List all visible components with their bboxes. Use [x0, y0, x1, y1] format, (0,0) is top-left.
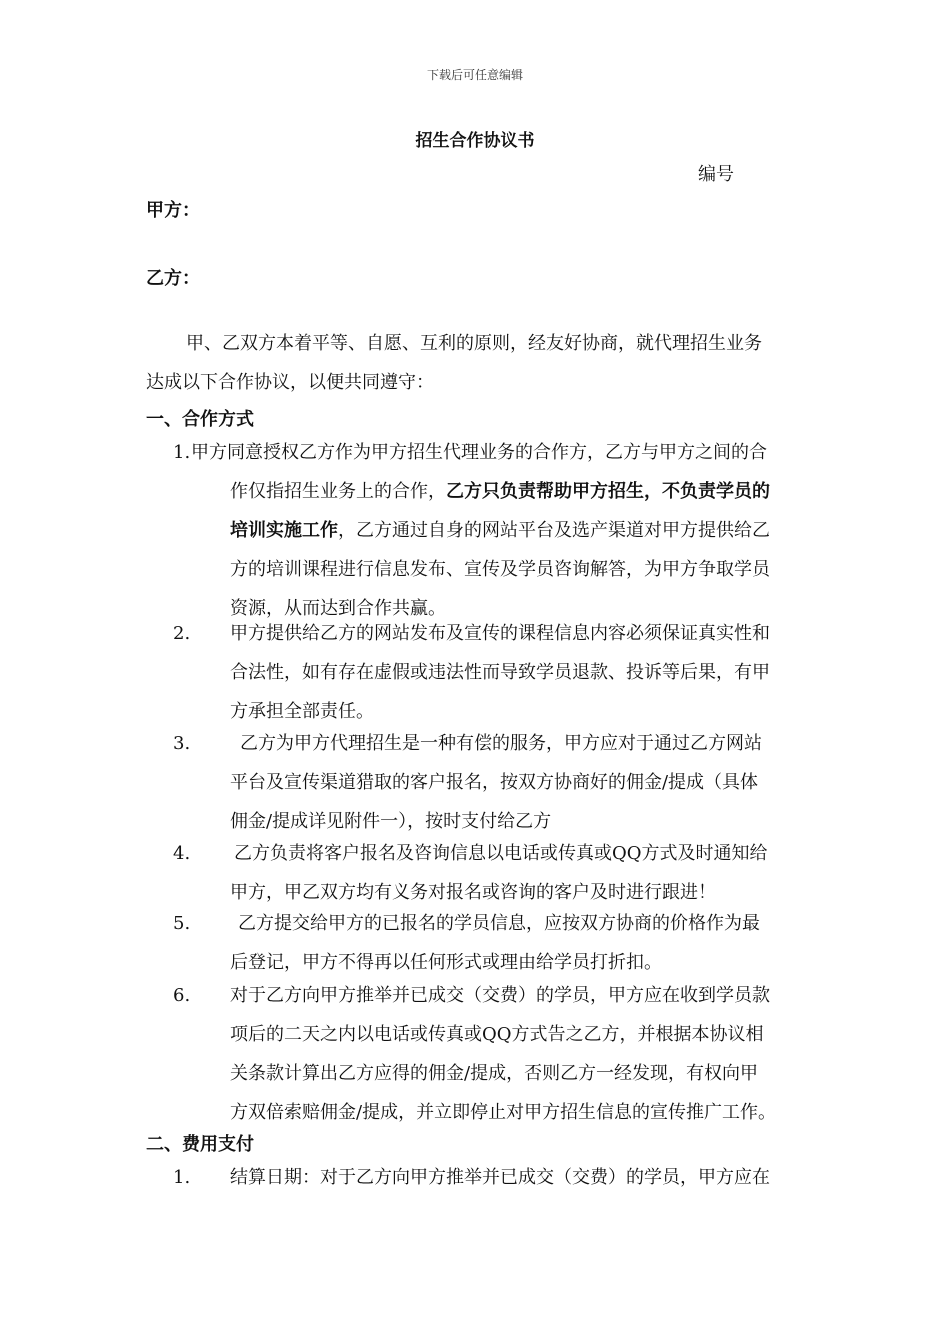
- item-number: 4.: [173, 843, 191, 864]
- document-title: 招生合作协议书: [415, 131, 535, 151]
- item-number: 3.: [173, 733, 191, 754]
- item-line: [230, 511, 810, 550]
- number-label: 编号: [698, 164, 734, 185]
- item-text: 作仅指招生业务上的合作，: [230, 481, 446, 502]
- item-line: 关条款计算出乙方应得的佣金/提成，否则乙方一经发现，有权向甲: [230, 1063, 759, 1084]
- intro-line-1: 甲、乙双方本着平等、自愿、互利的原则，经友好协商，就代理招生业务: [186, 333, 762, 354]
- section-2-item-1: [146, 1158, 811, 1197]
- section-1-item-2: [146, 614, 811, 731]
- item-line: 项后的二天之内以电话或传真或QQ方式告之乙方，并根据本协议相: [230, 1024, 764, 1045]
- item-number: 5.: [173, 913, 191, 934]
- item-line: 乙方提交给甲方的已报名的学员信息，应按双方协商的价格作为最: [238, 913, 760, 934]
- party-b-label: 乙方：: [146, 268, 200, 289]
- section-1-item-1: [146, 433, 811, 628]
- item-line: 对于乙方向甲方推举并已成交（交费）的学员，甲方应在收到学员款: [230, 985, 770, 1006]
- item-line: 方双倍索赔佣金/提成，并立即停止对甲方招生信息的宣传推广工作。: [230, 1102, 777, 1123]
- header-note: 下载后可任意编辑: [426, 68, 523, 82]
- item-line: 资源，从而达到合作共赢。: [230, 598, 446, 619]
- item-line: 方的培训课程进行信息发布、宣传及学员咨询解答，为甲方争取学员: [230, 559, 770, 580]
- item-number: 1.: [173, 442, 191, 463]
- item-line: 方承担全部责任。: [230, 701, 374, 722]
- item-line: 乙方负责将客户报名及咨询信息以电话或传真或QQ方式及时通知给: [234, 843, 768, 864]
- item-line: 合法性，如有存在虚假或违法性而导致学员退款、投诉等后果，有甲: [230, 662, 770, 683]
- item-line: 甲方提供给乙方的网站发布及宣传的课程信息内容必须保证真实性和: [230, 623, 770, 644]
- item-line: [230, 472, 810, 511]
- section-1-item-6: [146, 976, 811, 1132]
- item-emphasis: 培训实施工作: [230, 520, 338, 541]
- item-emphasis: 乙方只负责帮助甲方招生，不负责学员的: [446, 481, 770, 502]
- party-a-label: 甲方：: [146, 200, 200, 221]
- intro-line-2: 达成以下合作协议，以便共同遵守：: [146, 372, 434, 393]
- section-1-item-5: [146, 904, 811, 982]
- item-line: 后登记，甲方不得再以任何形式或理由给学员打折扣。: [230, 952, 662, 973]
- section-2-heading: 二、费用支付: [146, 1134, 254, 1155]
- section-1-item-3: [146, 724, 811, 841]
- item-line: 乙方为甲方代理招生是一种有偿的服务，甲方应对于通过乙方网站: [240, 733, 762, 754]
- item-number: 2.: [173, 623, 191, 644]
- item-line: 平台及宣传渠道猎取的客户报名，按双方协商好的佣金/提成（具体: [230, 772, 759, 793]
- section-1-heading: 一、合作方式: [146, 409, 254, 430]
- intro-paragraph: [146, 324, 811, 402]
- section-1-item-4: [146, 834, 811, 912]
- item-number: 6.: [173, 985, 191, 1006]
- item-line: 甲方同意授权乙方作为甲方招生代理业务的合作方，乙方与甲方之间的合: [191, 442, 767, 463]
- item-line: 结算日期：对于乙方向甲方推举并已成交（交费）的学员，甲方应在: [230, 1167, 770, 1188]
- item-line: 佣金/提成详见附件一），按时支付给乙方: [230, 811, 552, 832]
- item-line: 甲方，甲乙双方均有义务对报名或咨询的客户及时进行跟进！: [230, 882, 716, 903]
- item-number: 1.: [173, 1167, 191, 1188]
- item-text: ，乙方通过自身的网站平台及选产渠道对甲方提供给乙: [338, 520, 770, 541]
